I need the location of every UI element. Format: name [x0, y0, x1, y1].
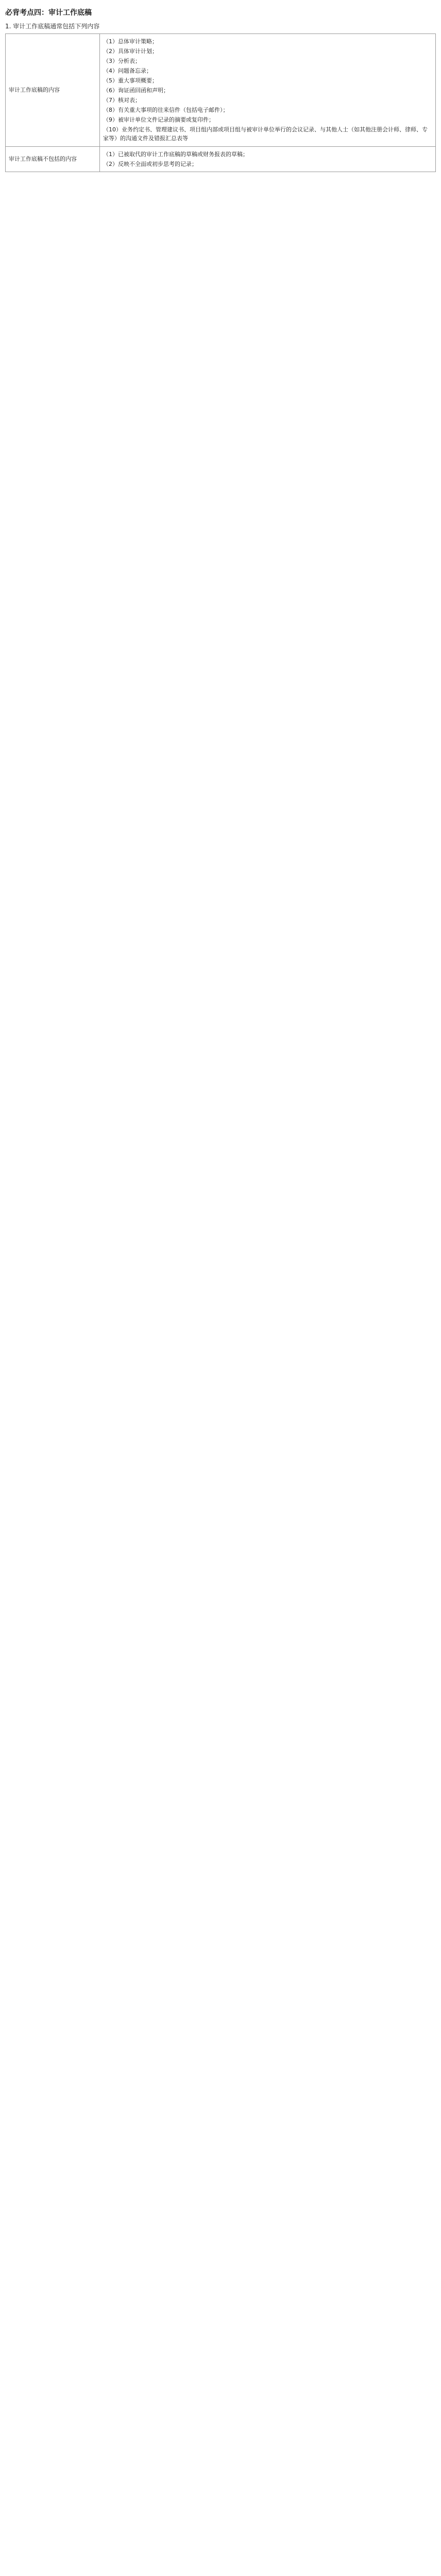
row-content: [100, 146, 436, 172]
list-item: （1）总体审计策略；: [103, 38, 158, 45]
list-item: （2）反映不全面或初步思考的记录；: [103, 160, 197, 167]
table-row-contents: [6, 34, 436, 147]
section-title: 必背考点四：审计工作底稿: [5, 9, 92, 17]
list-item: （5）重大事项概要；: [103, 77, 158, 84]
content-table: [5, 33, 436, 172]
section-subtitle: 1. 审计工作底稿通常包括下列内容: [5, 23, 100, 30]
list-item: （1）已被取代的审计工作底稿的草稿或财务报表的草稿；: [103, 150, 248, 158]
row-label: 审计工作底稿的内容: [6, 34, 100, 147]
table-row-exclusions: [6, 146, 436, 172]
list-item: （10）业务约定书、管理建议书、项目组内部或项目组与被审计单位举行的会议记录、与其他人士（如其他注册会计师、律师、专家等）的沟通文件及错报汇总表等: [103, 126, 428, 142]
list-item: （9）被审计单位文件记录的摘要或复印件；: [103, 116, 214, 124]
document-page: [5, 0, 436, 172]
row-label: 审计工作底稿不包括的内容: [6, 146, 100, 172]
list-item: （6）询证函回函和声明；: [103, 87, 169, 94]
list-item: （2）具体审计计划；: [103, 48, 158, 55]
list-item: （3）分析表；: [103, 58, 141, 65]
row-content: [100, 34, 436, 147]
list-item: （7）核对表；: [103, 97, 141, 104]
list-item: （4）问题备忘录；: [103, 67, 152, 75]
list-item: （8）有关重大事项的往来信件（包括电子邮件）；: [103, 107, 229, 114]
